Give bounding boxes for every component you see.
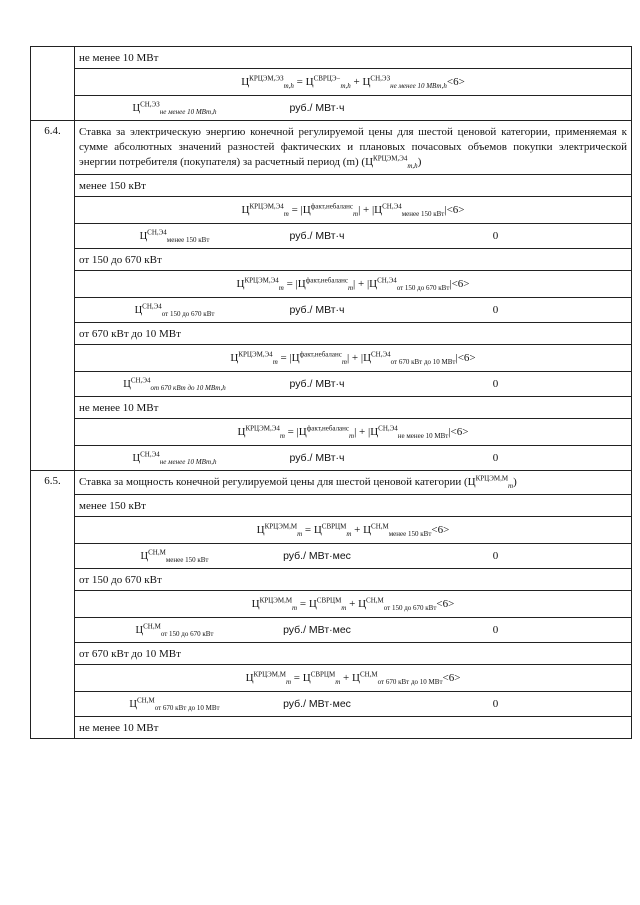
symbol-subscript: m (285, 678, 292, 687)
formula-symbol: $Ц^{СН,ЭЗ}_{не менее 10 МВт,h}$ (132, 100, 217, 116)
symbol-superscript: СН,М (148, 548, 166, 556)
param-unit: руб./ МВт·ч (289, 230, 345, 242)
footnote-ref: <6> (442, 672, 461, 684)
table-row (31, 717, 632, 739)
symbol-superscript: СН,Э4 (130, 376, 151, 384)
param-cell (75, 372, 632, 397)
param-table (75, 446, 631, 470)
symbol-superscript: СН,М (137, 696, 155, 704)
formula-symbol: $Ц^{СН,М}_{от 150 до 670 кВт}$ (135, 622, 214, 638)
formula-cell (75, 197, 632, 224)
formula: $Ц^{КРЦЭМ,ЭЗ}_{m,h} = Ц^{СВРЦЭ-}_{m,h} + Ц^{СН,ЭЗ}_{не менее 10 МВт,h}<6>$ (241, 74, 465, 91)
table-row (31, 298, 632, 323)
param-cell (75, 692, 632, 717)
formula-symbol: $Ц^{КРЦЭМ,Э4}_m$ (237, 424, 285, 441)
table-row (31, 446, 632, 471)
symbol-superscript: СН,Э4 (377, 276, 397, 285)
param-cell (75, 446, 632, 471)
formula-symbol: $Ц^{СН,Э4}_{менее 150 кВт}$ (139, 228, 210, 244)
symbol-subscript: от 150 до 670 кВт (396, 284, 450, 293)
formula: $Ц^{КРЦЭМ,Э4}_m = |Ц^{факт,небаланс}_m| + |Ц^{СН,Э4}_{от 150 до 670 кВт}|<6>$ (236, 276, 470, 293)
symbol-superscript: КРЦЭМ,М (259, 596, 293, 605)
param-unit: руб./ МВт·ч (289, 378, 345, 390)
formula-symbol: $Ц^{СН,Э4}_{не менее 10 МВт,h}$ (132, 450, 217, 466)
table-row (31, 618, 632, 643)
formula-symbol: $Ц^{СН,М}_{от 150 до 670 кВт}$ (358, 596, 437, 613)
param-unit: руб./ МВт·ч (289, 102, 345, 114)
symbol-subscript: от 670 кВт до 10 МВт (377, 678, 443, 687)
table-row (31, 345, 632, 372)
table-row (31, 224, 632, 249)
param-value: 0 (492, 230, 499, 242)
symbol-subscript: менее 150 кВт (166, 235, 210, 244)
symbol-superscript: СН,Э4 (142, 302, 162, 310)
table-row (31, 197, 632, 224)
param-table (75, 298, 631, 322)
formula: $Ц^{КРЦЭМ,М}_m = Ц^{СВРЦМ}_m + Ц^{СН,М}_{от 670 кВт до 10 МВт}<6>$ (245, 670, 461, 687)
group-label: от 150 до 670 кВт (75, 249, 632, 271)
table-row (31, 121, 632, 175)
symbol-superscript: факт,небаланс (310, 202, 353, 211)
symbol-superscript: КРЦЭМ,М (264, 522, 298, 531)
section-heading: Ставка за мощность конечной регулируемой цены для шестой ценовой категории $(Ц^{КРЦЭМ,М}_m)$ (75, 471, 632, 495)
symbol-superscript: СН,Э4 (382, 202, 402, 211)
formula-symbol: $Ц^{факт,небаланс}_m$ (291, 350, 347, 367)
symbol-superscript: СН,М (366, 596, 384, 605)
footnote-ref: <6> (436, 598, 455, 610)
symbol-superscript: СВРЦМ (316, 596, 342, 605)
symbol-subscript: m (341, 358, 347, 367)
symbol-superscript: СВРЦЭ− (313, 74, 341, 83)
table-row (31, 544, 632, 569)
formula-symbol: $Ц^{факт,небаланс}_m$ (302, 202, 359, 219)
param-cell (75, 298, 632, 323)
symbol-superscript: СН,М (371, 522, 389, 531)
symbol-subscript: m (292, 604, 298, 613)
group-label: менее 150 кВт (75, 175, 632, 197)
symbol-superscript: факт,небаланс (299, 350, 342, 359)
tariff-document (30, 46, 632, 739)
symbol-subscript: m (353, 210, 359, 219)
tariff-table (30, 46, 632, 739)
symbol-subscript: менее 150 кВт (401, 210, 445, 219)
table-row (31, 471, 632, 495)
group-label: от 670 кВт до 10 МВт (75, 323, 632, 345)
symbol-subscript: от 670 кВт до 10 МВт (390, 358, 456, 367)
param-value: 0 (492, 550, 499, 562)
group-label: не менее 10 МВт (75, 47, 632, 69)
footnote-ref: <6> (457, 352, 476, 364)
symbol-subscript: не менее 10 МВт,h (390, 82, 447, 91)
symbol-subscript: от 670 кВт до 10 МВт,h (150, 383, 226, 392)
formula-cell (75, 517, 632, 544)
formula-cell (75, 665, 632, 692)
param-table (75, 618, 631, 642)
symbol-superscript: КРЦЭМ,Э4 (249, 202, 284, 211)
formula-symbol: $Ц^{СН,Э4}_{от 150 до 670 кВт}$ (134, 302, 215, 318)
section-number: 6.5. (31, 471, 75, 739)
symbol-superscript: КРЦЭМ,Э4 (244, 276, 279, 285)
symbol-subscript: m (297, 530, 303, 539)
formula-symbol: $Ц^{СВРЦМ}_m$ (302, 670, 341, 687)
table-row (31, 419, 632, 446)
param-value: 0 (492, 452, 499, 464)
formula-symbol: $Ц^{СВРЦЭ-}_{m,h}$ (305, 74, 351, 91)
heading-subscript: m (508, 482, 514, 491)
param-table (75, 224, 631, 248)
formula-symbol: $Ц^{КРЦЭМ,М}_m$ (245, 670, 292, 687)
heading-superscript: КРЦЭМ,М (475, 474, 509, 483)
group-label: не менее 10 МВт (75, 397, 632, 419)
formula-symbol: $Ц^{КРЦЭМ,Э4}_m$ (241, 202, 289, 219)
symbol-superscript: СВРЦМ (321, 522, 347, 531)
param-value: 0 (492, 624, 499, 636)
param-name (75, 298, 274, 322)
group-label: менее 150 кВт (75, 495, 632, 517)
symbol-subscript: m (346, 530, 352, 539)
symbol-superscript: СН,М (359, 670, 378, 679)
symbol-superscript: СН,Э4 (371, 350, 391, 359)
symbol-subscript: m (341, 604, 347, 613)
symbol-superscript: КРЦЭМ,М (253, 670, 286, 679)
symbol-subscript: от 150 до 670 кВт (383, 604, 437, 613)
heading-subscript: m,h (407, 162, 418, 171)
param-value: 0 (492, 698, 499, 710)
heading-superscript: КРЦЭМ,Э4 (373, 154, 408, 163)
table-row (31, 665, 632, 692)
param-unit: руб./ МВт·мес (283, 624, 351, 636)
formula-symbol: $Ц^{СН,М}_{менее 150 кВт}$ (140, 548, 209, 564)
param-unit: руб./ МВт·ч (289, 304, 345, 316)
table-row (31, 495, 632, 517)
symbol-subscript: m (283, 210, 289, 219)
param-cell (75, 224, 632, 249)
formula: $Ц^{КРЦЭМ,М}_m = Ц^{СВРЦМ}_m + Ц^{СН,М}_{от 150 до 670 кВт}<6>$ (251, 596, 455, 613)
table-row (31, 47, 632, 69)
symbol-superscript: СН,М (143, 622, 161, 630)
symbol-superscript: КРЦЭМ,Э4 (245, 424, 280, 433)
section-number: 6.4. (31, 121, 75, 471)
table-row (31, 372, 632, 397)
param-table (75, 544, 631, 568)
formula: $Ц^{КРЦЭМ,Э4}_m = |Ц^{факт,небаланс}_m| + |Ц^{СН,Э4}_{менее 150 кВт}|<6>$ (241, 202, 465, 219)
symbol-superscript: СН,Э4 (140, 450, 160, 458)
footnote-ref: <6> (450, 426, 469, 438)
footnote-ref: <6> (446, 204, 465, 216)
symbol-subscript: не менее 10 МВт,h (159, 107, 217, 116)
formula-symbol: $Ц^{СН,Э4}_{не менее 10 МВт}$ (370, 424, 449, 441)
table-row (31, 397, 632, 419)
formula-cell (75, 69, 632, 96)
symbol-superscript: СВРЦМ (310, 670, 336, 679)
symbol-subscript: менее 150 кВт (388, 530, 432, 539)
footnote-ref: <6> (446, 76, 465, 88)
symbol-superscript: СН,ЭЗ (370, 74, 391, 83)
param-unit: руб./ МВт·мес (283, 698, 351, 710)
param-table (75, 372, 631, 396)
table-row (31, 175, 632, 197)
formula-cell (75, 419, 632, 446)
group-label: от 150 до 670 кВт (75, 569, 632, 591)
formula-symbol: $Ц^{КРЦЭМ,ЭЗ}_{m,h}$ (241, 74, 294, 91)
formula-symbol: $Ц^{факт,небаланс}_m$ (298, 424, 355, 441)
param-name (75, 446, 274, 470)
table-row (31, 249, 632, 271)
param-table (75, 692, 631, 716)
param-cell (75, 544, 632, 569)
param-name (75, 96, 274, 120)
formula-cell (75, 591, 632, 618)
formula-symbol: $Ц^{СН,М}_{менее 150 кВт}$ (363, 522, 432, 539)
symbol-subscript: m (349, 432, 355, 441)
formula: $Ц^{КРЦЭМ,М}_m = Ц^{СВРЦМ}_m + Ц^{СН,М}_{менее 150 кВт}<6>$ (256, 522, 450, 539)
symbol-subscript: менее 150 кВт (165, 555, 209, 564)
symbol-superscript: СН,ЭЗ (140, 100, 160, 108)
symbol-subscript: не менее 10 МВт (397, 432, 449, 441)
table-row (31, 323, 632, 345)
symbol-superscript: КРЦЭМ,Э4 (238, 350, 273, 359)
param-table (75, 96, 631, 120)
symbol-subscript: m (272, 358, 278, 367)
param-name (75, 544, 274, 568)
symbol-subscript: m (278, 284, 284, 293)
formula-symbol: $Ц^{КРЦЭМ,М}_m$ (251, 596, 298, 613)
symbol-subscript: m (335, 678, 341, 687)
formula-symbol: $Ц^{КРЦЭМ,М}_m$ (256, 522, 303, 539)
formula-symbol: $Ц^{СВРЦМ}_m$ (313, 522, 352, 539)
table-row (31, 569, 632, 591)
footnote-ref: <6> (451, 278, 470, 290)
formula-symbol: $Ц^{СН,Э4}_{от 670 кВт до 10 МВт,h}$ (123, 376, 226, 392)
row-number-empty (31, 47, 75, 121)
param-unit: руб./ МВт·ч (289, 452, 345, 464)
param-value: 0 (492, 304, 499, 316)
symbol-subscript: от 670 кВт до 10 МВт (154, 703, 220, 712)
formula-symbol: $Ц^{СН,М}_{от 670 кВт до 10 МВт}$ (351, 670, 443, 687)
formula-symbol: $Ц^{КРЦЭМ,Э4}_m$ (236, 276, 284, 293)
formula-symbol: $Ц^{СВРЦМ}_m$ (308, 596, 347, 613)
symbol-subscript: m (347, 284, 354, 293)
formula-cell (75, 345, 632, 372)
footnote-ref: <6> (431, 524, 450, 536)
symbol-subscript: m,h (340, 82, 351, 91)
symbol-superscript: СН,Э4 (147, 228, 167, 236)
formula-symbol: $Ц^{факт,небаланс}_m$ (297, 276, 354, 293)
table-row (31, 643, 632, 665)
table-row (31, 692, 632, 717)
symbol-superscript: факт,небаланс (306, 424, 350, 433)
section-heading: Ставка за электрическую энергию конечной регулируемой цены для шестой ценовой категории, применяемая к сумме абсолютных значений разностей фактических и плановых почасовых объемов покупки электрической энергии потребителя (покупателя) за расчетный период (m) $(Ц^{КРЦЭМ,Э4}_{m,h})$ (75, 121, 632, 175)
param-cell (75, 96, 632, 121)
formula-symbol: $Ц^{СН,М}_{от 670 кВт до 10 МВт}$ (129, 696, 220, 712)
formula: $Ц^{КРЦЭМ,Э4}_m = |Ц^{факт,небаланс}_m| + |Ц^{СН,Э4}_{от 670 кВт до 10 МВт}|<6>$ (230, 350, 476, 367)
param-value: 0 (492, 378, 499, 390)
param-name (75, 692, 274, 716)
table-row (31, 591, 632, 618)
symbol-subscript: от 150 до 670 кВт (160, 629, 214, 638)
symbol-subscript: не менее 10 МВт,h (159, 457, 217, 466)
param-name (75, 372, 274, 396)
param-name (75, 618, 274, 642)
symbol-subscript: m,h (283, 82, 294, 91)
formula-symbol: $Ц^{СН,Э4}_{от 670 кВт до 10 МВт}$ (363, 350, 456, 367)
symbol-superscript: факт,небаланс (305, 276, 348, 285)
table-row (31, 96, 632, 121)
symbol-subscript: m (279, 432, 285, 441)
symbol-subscript: от 150 до 670 кВт (161, 309, 215, 318)
formula-symbol: $Ц^{СН,Э4}_{от 150 до 670 кВт}$ (369, 276, 450, 293)
formula: $Ц^{КРЦЭМ,Э4}_m = |Ц^{факт,небаланс}_m| + |Ц^{СН,Э4}_{не менее 10 МВт}|<6>$ (237, 424, 469, 441)
group-label: от 670 кВт до 10 МВт (75, 643, 632, 665)
symbol-superscript: СН,Э4 (378, 424, 398, 433)
param-cell (75, 618, 632, 643)
param-name (75, 224, 274, 248)
formula-symbol: $Ц^{СН,ЭЗ}_{не менее 10 МВт,h}$ (362, 74, 447, 91)
table-row (31, 69, 632, 96)
formula-cell (75, 271, 632, 298)
param-value (360, 96, 631, 120)
formula-symbol: $Ц^{СН,Э4}_{менее 150 кВт}$ (374, 202, 445, 219)
group-label: не менее 10 МВт (75, 717, 632, 739)
table-row (31, 271, 632, 298)
symbol-superscript: КРЦЭМ,ЭЗ (249, 74, 284, 83)
formula-symbol: $Ц^{КРЦЭМ,Э4}_m$ (230, 350, 278, 367)
param-unit: руб./ МВт·мес (283, 550, 351, 562)
table-row (31, 517, 632, 544)
